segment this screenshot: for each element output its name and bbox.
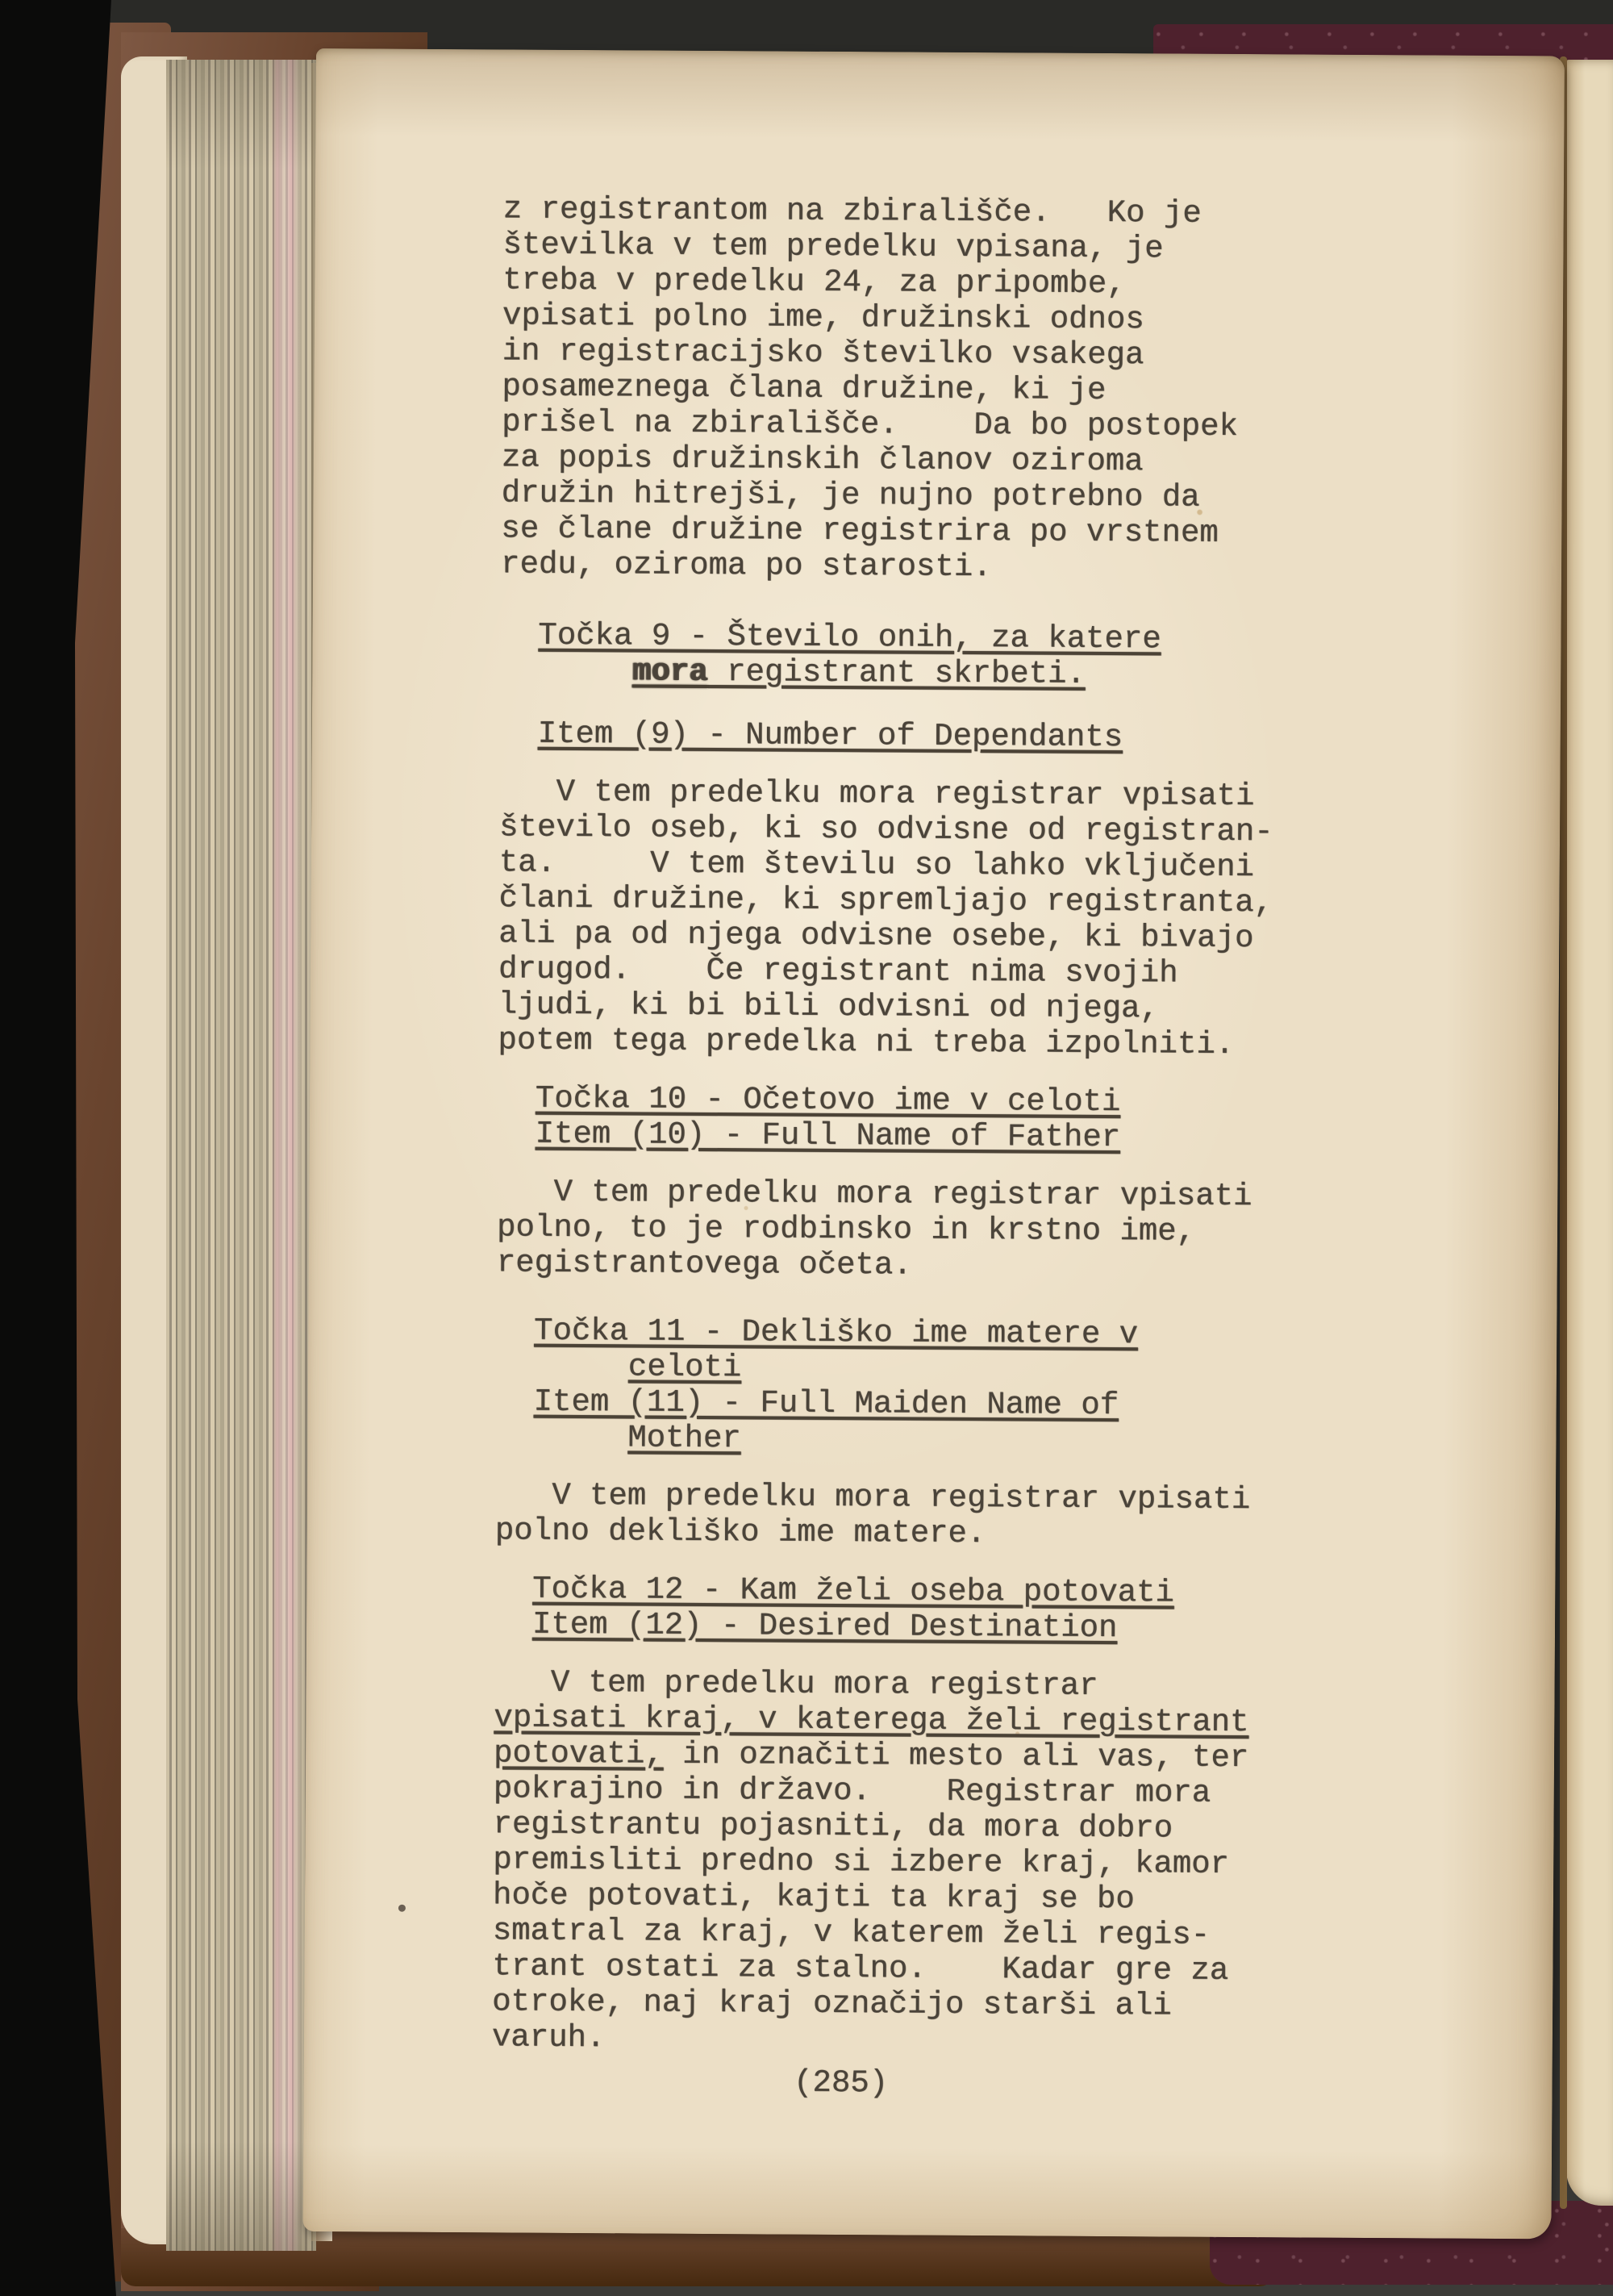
heading-tocka-11 (495, 1313, 1319, 1459)
typewritten-line: registrantovega očeta. (496, 1245, 912, 1284)
typewritten-line: potovati, in označiti mesto ali vas, ter (493, 1735, 1249, 1776)
heading-item-9 (500, 716, 1323, 756)
paragraph-continuation (501, 191, 1326, 587)
typewritten-line: otroke, naj kraj označijo starši ali (492, 1984, 1172, 2024)
typewritten-line: hoče potovati, kajti ta kraj se bo (492, 1877, 1135, 1918)
typewritten-line: smatral za kraj, v katerem želi regis- (492, 1913, 1211, 1953)
typewritten-line: potem tega predelka ni treba izpolniti. (498, 1022, 1235, 1062)
typewritten-line: pokrajino in državo. Registrar mora (493, 1771, 1211, 1811)
typewritten-line: se člane družine registrira po vrstnem (501, 511, 1219, 551)
typewritten-line: posameznega člana družine, ki je (502, 369, 1107, 408)
paragraph-item-9 (498, 774, 1322, 1062)
typewritten-line: polno dekliško ime matere. (494, 1513, 986, 1552)
heading-tocka-9 (500, 617, 1323, 693)
typewritten-line: ta. V tem številu so lahko vključeni (498, 845, 1255, 886)
typewritten-line: vpisati kraj, v katerega želi registrant (494, 1700, 1249, 1741)
open-page (302, 48, 1565, 2239)
typewritten-line: Točka 12 - Kam želi oseba potovati (532, 1571, 1175, 1611)
typewritten-line: prišel na zbirališče. Da bo postopek (502, 404, 1239, 445)
typewritten-line: V tem predelku mora registrar vpisati (494, 1477, 1251, 1518)
typewritten-line: vpisati polno ime, družinski odnos (502, 298, 1144, 338)
facing-page-sliver (1566, 60, 1613, 2206)
typewritten-line: Item (12) - Desired Destination (531, 1606, 1118, 1647)
typewritten-line: število oseb, ki so odvisne od registran- (498, 809, 1273, 850)
typewritten-line: Točka 10 - Očetovo ime v celoti (535, 1080, 1121, 1121)
typewritten-line: varuh. (491, 2019, 606, 2056)
typewritten-line: V tem predelku mora registrar vpisati (499, 774, 1255, 815)
typewritten-line: Item (10) - Full Name of Father (535, 1116, 1121, 1156)
typewritten-line: Točka 9 - Število onih, za katere (538, 617, 1161, 657)
typewritten-line: ljudi, ki bi bili odvisni od njega, (498, 987, 1160, 1027)
paragraph-item-12 (492, 1664, 1317, 2060)
typewritten-line: Mother (627, 1420, 741, 1457)
typewritten-line: in registracijsko številko vsakega (502, 333, 1144, 374)
page-number (491, 2063, 1314, 2103)
typewritten-line: redu, oziroma po starosti. (500, 546, 992, 586)
heading-tocka-12 (494, 1571, 1318, 1647)
typewritten-line: drugod. Če registrant nima svojih (498, 951, 1178, 991)
fanned-page-edges (166, 60, 316, 2251)
typewritten-line: premisliti predno si izbere kraj, kamor (493, 1842, 1230, 1882)
heading-tocka-10 (498, 1080, 1321, 1156)
typewritten-line: ali pa od njega odvisne osebe, ki bivajo (498, 916, 1254, 957)
typewritten-line: celoti (627, 1349, 742, 1386)
typewritten-line: Točka 11 - Dekliško ime matere v (533, 1313, 1139, 1353)
typewritten-line: trant ostati za stalno. Kadar gre za (492, 1948, 1229, 1989)
typewritten-line: Item (9) - Number of Dependants (537, 716, 1123, 756)
typewritten-line: številka v tem predelku vpisana, je (502, 227, 1164, 267)
typewritten-line: registrantu pojasniti, da mora dobro (493, 1806, 1173, 1847)
typewritten-line: Item (11) - Full Maiden Name of (533, 1384, 1119, 1424)
typewritten-line: člani družine, ki spremljajo registranta, (498, 880, 1273, 921)
typewritten-line: polno, to je rodbinsko in krstno ime, (496, 1209, 1196, 1250)
text-layer (491, 191, 1325, 2103)
paragraph-item-11 (495, 1477, 1319, 1553)
stray-ink-dot (398, 1905, 406, 1912)
typewritten-line: mora registrant skrbeti. (631, 653, 1086, 692)
typewritten-line: (285) (491, 2063, 889, 2102)
typewritten-line: treba v predelku 24, za pripombe, (502, 262, 1126, 303)
typewritten-line: V tem predelku mora registrar (494, 1664, 1098, 1704)
paragraph-item-10 (497, 1174, 1320, 1285)
typewritten-line: za popis družinskih članov oziroma (501, 440, 1144, 480)
typewritten-line: z registrantom na zbirališče. Ko je (502, 191, 1202, 232)
typewritten-line: V tem predelku mora registrar vpisati (497, 1174, 1252, 1215)
typewritten-line: družin hitrejši, je nujno potrebno da (501, 475, 1200, 516)
